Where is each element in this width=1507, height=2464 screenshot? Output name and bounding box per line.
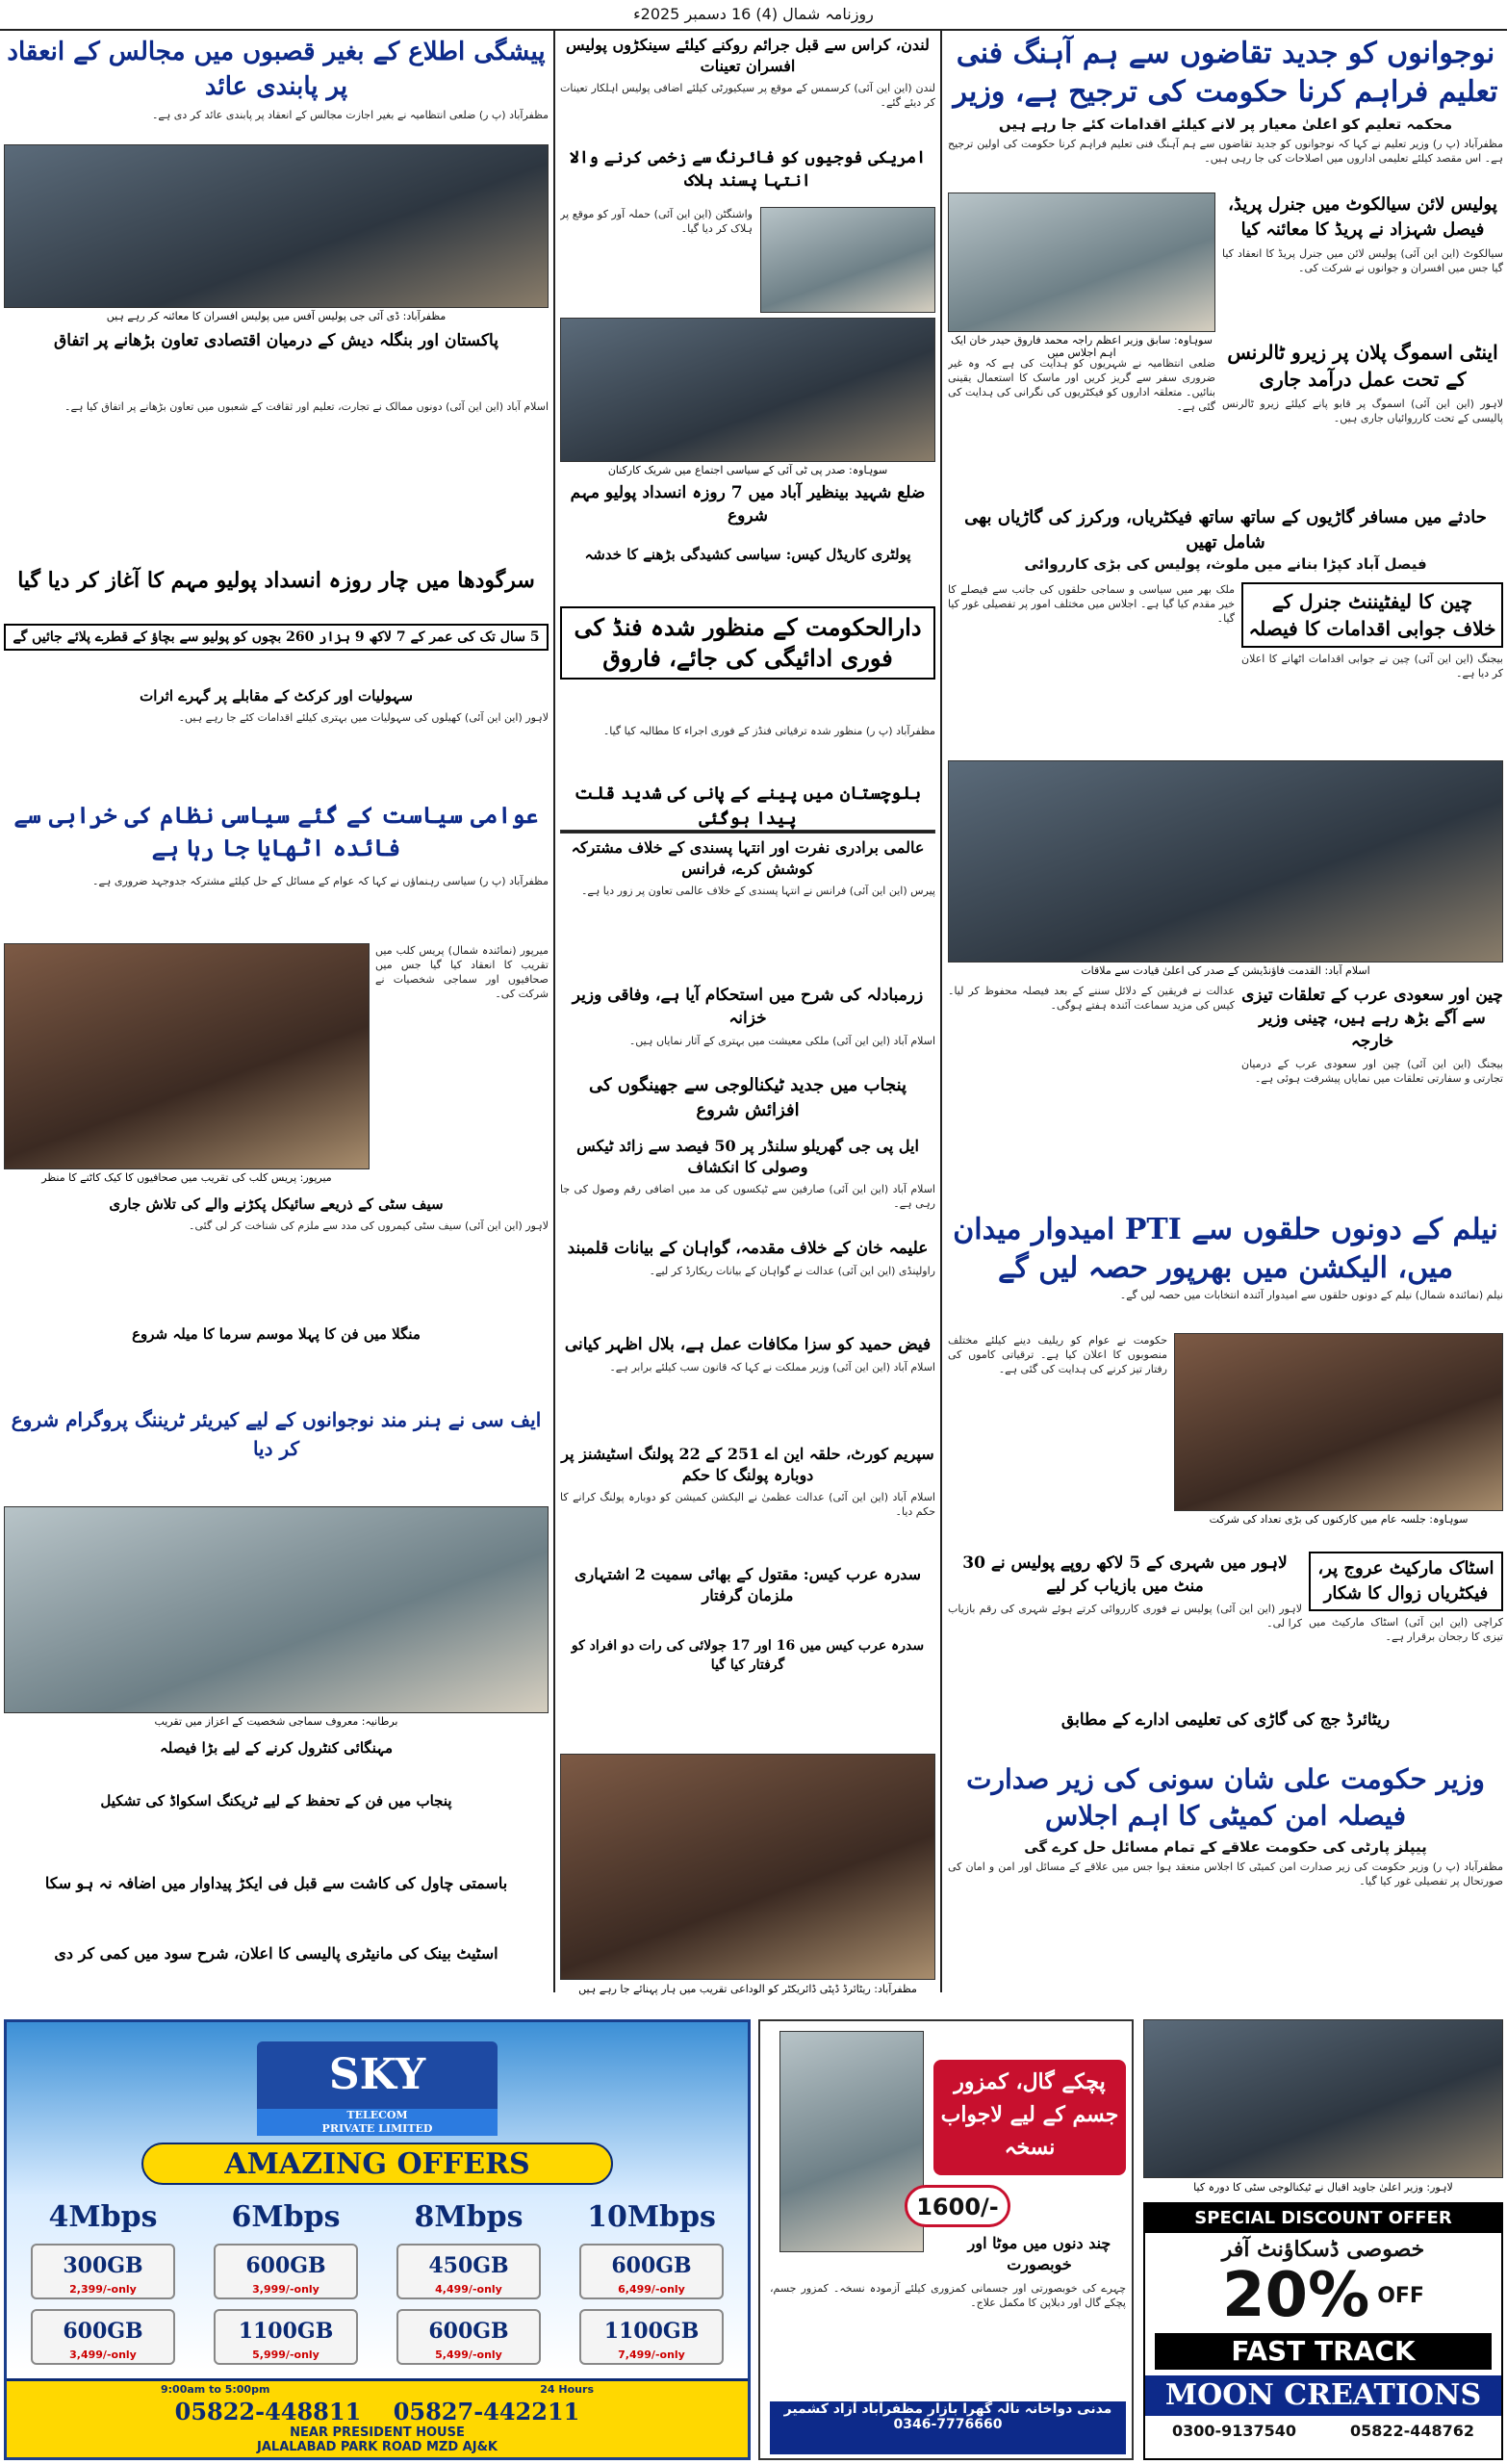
story-body-block [948,582,1235,756]
discount-percent: 20% [1222,2260,1370,2331]
story-fc-training [4,1405,549,1502]
news-photo [948,192,1215,332]
story-body-block [560,207,753,313]
story-body: مظفرآباد (پ ر) سیاسی رہنماؤں نے کہا کہ عوام کے مسائل کے حل کیلئے مشترکہ جدوجہد ضروری ہے۔ [92,875,549,887]
story-china-saudi [1241,984,1503,1205]
story-body: عدالت نے فریقین کے دلائل سننے کے بعد فیصلہ محفوظ کر لیا۔ کیس کی مزید سماعت آئندہ ہفتے ہوگی۔ [948,985,1235,1012]
story-majalis-ban [4,35,549,141]
package-data: 600GB [63,2319,143,2344]
headline: اسٹیٹ بینک کی مانیٹری پالیسی کا اعلان، شرح سود میں کمی کر دی [54,1944,498,1963]
story-smog [1222,339,1503,502]
package-card [396,2244,541,2299]
ad-headline: پچکے گال، کمزور جسم کے لیے لاجواب نسخہ [933,2060,1126,2175]
fast-track-banner: FAST TRACK [1155,2333,1492,2370]
story-mangla [4,1323,549,1400]
package-card [31,2244,175,2299]
speed-label: 10Mbps [587,2200,716,2234]
story-sargodha-polio [4,566,549,624]
story-aleema-khan [560,1237,935,1328]
photo-caption: برطانیہ: معروف سماجی شخصیت کے اعزاز میں تقریب [154,1715,398,1728]
story-cricket [4,685,549,796]
sky-contact-footer [7,2378,748,2457]
news-photo [1143,2019,1503,2178]
news-photo [760,207,935,313]
package-price: 5,999/-only [252,2348,319,2361]
package-data: 600GB [245,2253,326,2278]
story-body-block [4,399,549,563]
story-state-bank [4,1942,549,2015]
story-body: اسلام آباد (این این آئی) ملکی معیشت میں بہتری کے آثار نمایاں ہیں۔ [628,1035,935,1047]
ad-price: 1600/- [905,2185,1010,2227]
package-card [214,2309,358,2365]
phone-number: 05827-442211 [393,2398,580,2426]
headline: چین اور سعودی عرب کے تعلقات تیزی سے آگے بڑھ رہے ہیں، چینی وزیر خارجہ [1241,986,1503,1051]
story-london-police [560,35,935,145]
story-judge [948,1708,1503,1757]
headline: عالمی برادری نفرت اور انتہا پسندی کے خلاف مشترکہ کوشش کرے، فرانس [571,838,925,878]
column-divider [553,29,555,1992]
package-data: 450GB [428,2253,509,2278]
address-line: NEAR PRESIDENT HOUSE [290,2426,465,2440]
news-photo [4,144,549,308]
headline: فیض حمید کو سزا مکافات عمل ہے، بلال اظہر کیانی [564,1335,932,1354]
model-image [779,2031,924,2252]
package-card [579,2309,724,2365]
story-body: مظفرآباد (پ ر) وزیر تعلیم نے کہا کہ نوجوانوں کو جدید تقاضوں سے ہم آہنگ فنی تعلیم فراہم کرنا حکومت کی اولین ترجیح ہے۔ اس مقصد کیلئے تعلیمی اداروں میں اصلاحات کی جا رہی ہیں۔ [948,138,1503,165]
story-lahore-police [948,1552,1302,1706]
headline: سدرہ عرب کیس: مقتول کے بھائی سمیت 2 اشتہاری ملزمان گرفتار [574,1565,922,1604]
urdu-offer: خصوصی ڈسکاؤنٹ آفر [1221,2237,1425,2262]
story-body: میرپور (نمائندہ شمال) پریس کلب میں تقریب کا انعقاد کیا گیا جس میں صحافیوں اور سماجی شخصیات نے شرکت کی۔ [375,944,549,1000]
headline: پولٹری کاریڈل کیس: سیاسی کشیدگی بڑھنے کا خدشہ [584,546,911,563]
story-body: مظفرآباد (پ ر) منظور شدہ ترقیاتی فنڈز کے فوری اجراء کا مطالبہ کیا گیا۔ [602,725,935,737]
headline: مہنگائی کنٹرول کرنے کے لیے بڑا فیصلہ [159,1739,394,1757]
story-faiz-hameed [560,1333,935,1439]
package-price: 5,499/-only [435,2348,502,2361]
headline: سپریم کورٹ، حلقہ این اے 251 کے 22 پولنگ اسٹیشنز پر دوبارہ پولنگ کا حکم [561,1445,934,1484]
speed-label: 4Mbps [48,2200,158,2234]
story-lpg-tax [560,1136,935,1232]
story-safe-city [4,1194,549,1319]
story-stock-market [1309,1552,1503,1706]
story-body: پیرس (این این آئی) فرانس نے انتہا پسندی کے خلاف عالمی تعاون پر زور دیا ہے۔ [580,885,935,897]
headline: اسٹاک مارکیٹ عروج پر، فیکٹریاں زوال کا شکار [1309,1552,1503,1611]
speed-label: 6Mbps [231,2200,341,2234]
news-photo [4,943,370,1169]
story-body-block [375,943,549,1184]
story-balochistan-water [560,782,935,830]
story-sidra-arab [560,1564,935,1636]
address-line: JALALABAD PARK ROAD MZD AJ&K [257,2440,498,2454]
phone-number: 05822-448811 [174,2398,362,2426]
ad-body: چہرے کی خوبصورتی اور جسمانی کمزوری کیلئے آزمودہ نسخہ۔ کمزور جسم، پچکے گال اور دبلاپن کا مکمل علاج۔ [770,2282,1126,2309]
package-price: 6,499/-only [618,2283,685,2296]
story-poultry [560,544,935,606]
headline: دارالحکومت کے منظور شدہ فنڈ کی فوری ادائیگی کی جائے، فاروق [560,606,935,680]
news-photo [560,1754,935,1980]
story-body: لاہور (این این آئی) اسموگ پر قابو پانے کیلئے زیرو ٹالرنس پالیسی کے تحت کارروائیاں جاری ہیں۔ [1222,398,1503,424]
story-body: راولپنڈی (این این آئی) عدالت نے گواہان کے بیانات ریکارڈ کر لیے۔ [649,1265,935,1277]
story-body: اسلام آباد (این این آئی) صارفین سے ٹیکسوں کی مد میں اضافی رقم وصول کی جا رہی ہے۔ [560,1183,935,1210]
package-price: 4,499/-only [435,2283,502,2296]
subheadline: پیپلز پارٹی کی حکومت علاقے کے تمام مسائل حل کرے گی [948,1838,1503,1856]
sky-brand-sub: TELECOM [257,2109,498,2122]
headline: پنجاب میں جدید ٹیکنالوجی سے جھینگوں کی افزائش شروع [588,1075,907,1120]
photo-caption: اسلام آباد: القدمت فاؤنڈیشن کے صدر کی اعلیٰ قیادت سے ملاقات [1081,964,1370,977]
headline: نیلم کے دونوں حلقوں سے PTI امیدوار میدان میں، الیکشن میں بھرپور حصہ لیں گے [953,1213,1498,1285]
ad-footer [770,2401,1126,2454]
story-education [948,35,1503,189]
story-police-parade [1222,192,1503,327]
hours-label: 24 Hours [540,2383,594,2396]
story-na-251 [560,1444,935,1559]
headline: علیمہ خان کے خلاف مقدمہ، گواہان کے بیانات قلمبند [567,1239,929,1258]
package-data: 600GB [611,2253,692,2278]
story-body: بیجنگ (این این آئی) چین اور سعودی عرب کے درمیان تجارتی و سفارتی تعلقات میں نمایاں پیشرفت ہوئی ہے۔ [1241,1058,1503,1085]
headline: حادثے میں مسافر گاڑیوں کے ساتھ ساتھ فیکٹریاں، ورکرز کی گاڑیاں بھی شامل تھیں [964,507,1487,552]
news-photo [948,760,1503,962]
story-body: سیالکوٹ (این این آئی) پولیس لائن میں جنرل پریڈ کا انعقاد کیا گیا جس میں افسران و جوانوں نے شرکت کی۔ [1222,247,1503,274]
package-price: 2,399/-only [69,2283,137,2296]
story-peace-committee [948,1761,1503,2014]
headline: سرگودھا میں چار روزہ انسداد پولیو مہم کا آغاز کر دیا گیا [17,568,535,593]
divider-line [560,830,935,834]
story-punjab-squad [4,1790,549,1867]
story-pti-neelum [948,1211,1503,1326]
story-us-soldiers [560,146,935,204]
story-body-block [4,874,549,941]
photo-caption: سوہاوہ: سابق وزیر اعظم راجہ محمد فاروق حیدر خان ایک اہم اجلاس میں [950,334,1213,359]
story-body-block [948,984,1235,1205]
headline: پنجاب میں فن کے تحفظ کے لیے ٹریکنگ اسکواڈ کی تشکیل [100,1792,452,1810]
ad-footer-text: مدنی دواخانہ نالہ گھرا بازار مظفرآباد آزاد کشمیر [783,2401,1112,2417]
sky-telecom-ad [4,2019,751,2460]
story-france [560,837,935,914]
headline: امریکی فوجیوں کو فائرنگ سے زخمی کرنے والا انتہا پسند ہلاک [569,148,927,191]
ad-phone: 0346-7776660 [893,2417,1003,2432]
package-data: 600GB [428,2319,509,2344]
headline: پیشگی اطلاع کے بغیر قصبوں میں مجالس کے انعقاد پر پابندی عائد [7,38,546,101]
story-accident [948,505,1503,582]
headline: پولیس لائن سیالکوٹ میں جنرل پریڈ، فیصل شہزاد نے پریڈ کا معائنہ کیا [1228,194,1497,240]
story-body: حکومت نے عوام کو ریلیف دینے کیلئے مختلف منصوبوں کا اعلان کیا ہے۔ ترقیاتی کاموں کی رفتار تیز کرنے کی ہدایت کی گئی ہے۔ [948,1334,1167,1375]
story-body: واشنگٹن (این این آئی) حملہ آور کو موقع پر ہلاک کر دیا گیا۔ [560,208,753,235]
headline: سہولیات اور کرکٹ کے مقابلے پر گہرے اثرات [140,687,413,705]
story-political-system [4,799,549,871]
photo-caption: میرپور: پریس کلب کی تقریب میں صحافیوں کا کیک کاٹنے کا منظر [41,1171,332,1184]
sky-brand: SKY [328,2050,426,2099]
subheadline: محکمہ تعلیم کو اعلیٰ معیار پر لانے کیلئے اقدامات کئے جا رہے ہیں [948,116,1503,133]
story-polio-children [4,624,549,681]
package-card [396,2309,541,2365]
story-body: لاہور (این این آئی) پولیس نے فوری کارروائی کرتے ہوئے شہری کی رقم بازیاب کرا لی۔ [948,1603,1302,1630]
story-body: ضلعی انتظامیہ نے شہریوں کو ہدایت کی ہے کہ وہ غیر ضروری سفر سے گریز کریں اور ماسک کا استعمال یقینی بنائیں۔ متعلقہ اداروں کو فیکٹریوں کی نگرانی کی ہدایت کی گئی ہے۔ [948,357,1215,413]
story-body: لاہور (این این آئی) کھیلوں کی سہولیات میں بہتری کیلئے اقدامات کئے جا رہے ہیں۔ [178,711,549,724]
story-polio-sba [560,481,935,544]
story-body: مظفرآباد (پ ر) ضلعی انتظامیہ نے بغیر اجازت مجالس کے انعقاد پر پابندی عائد کر دی ہے۔ [151,109,549,121]
story-pak-bangladesh [4,329,549,397]
headline: عوامی سیاست کے گئے سیاسی نظام کی خرابی سے فائدہ اٹھایا جا رہا ہے [13,801,539,861]
amazing-offers-banner: AMAZING OFFERS [141,2143,613,2185]
headline: زرمبادلہ کی شرح میں استحکام آیا ہے، وفاقی وزیر خزانہ [572,986,924,1028]
package-card [31,2309,175,2365]
moon-creations-ad [1143,2202,1503,2460]
story-sidra-arab-2 [560,1636,935,1689]
story-body: لاہور (این این آئی) سیف سٹی کیمروں کی مدد سے ملزم کی شناخت کر لی گئی۔ [189,1219,549,1232]
story-inflation [4,1737,549,1790]
story-exchange-rate [560,984,935,1070]
story-body-block [560,724,935,780]
story-basmati [4,1872,549,1939]
headline: اینٹی اسموگ پلان پر زیرو ٹالرنس کے تحت عمل درآمد جاری [1227,341,1498,391]
story-body: بیجنگ (این این آئی) چین نے جوابی اقدامات اٹھانے کا اعلان کر دیا ہے۔ [1241,653,1503,680]
speed-label: 8Mbps [414,2200,524,2234]
story-body: اسلام آباد (این این آئی) عدالت عظمیٰ نے الیکشن کمیشن کو دوبارہ پولنگ کرانے کا حکم دیا۔ [560,1491,935,1518]
phone-number: 05822-448762 [1349,2422,1475,2440]
sky-logo [257,2041,498,2135]
story-body: ملک بھر میں سیاسی و سماجی حلقوں کی جانب سے فیصلے کا خیر مقدم کیا گیا ہے۔ اجلاس میں مختلف امور پر تفصیلی غور کیا گیا۔ [948,583,1235,625]
headline: ضلع شہید بینظیر آباد میں 7 روزہ انسداد پولیو مہم شروع [570,483,926,526]
package-price: 7,499/-only [618,2348,685,2361]
discount-banner: SPECIAL DISCOUNT OFFER [1145,2204,1501,2233]
news-photo [560,318,935,462]
package-card [579,2244,724,2299]
story-shrimp [560,1073,935,1136]
headline: ایف سی نے ہنر مند نوجوانوں کے لیے کیریئر ٹریننگ پروگرام شروع کر دیا [11,1408,542,1460]
story-body: مظفرآباد (پ ر) وزیر حکومت کی زیر صدارت امن کمیٹی کا اجلاس منعقد ہوا جس میں علاقے کے مسائل اور امن و امان کی صورتحال پر تفصیلی غور کیا گیا۔ [948,1861,1503,1887]
story-body-block [948,356,1215,500]
story-body-block [948,1333,1167,1540]
news-photo [1174,1333,1503,1511]
page-date-line: روزنامہ شمال (4) 16 دسمبر 2025ء [633,5,874,23]
headline: باسمتی چاول کی کاشت سے قبل فی ایکڑ پیداوار میں اضافہ نہ ہو سکا [44,1874,508,1892]
headline: چین کا لیفٹیننٹ جنرل کے خلاف جوابی اقدامات کا فیصلہ [1241,582,1503,648]
ad-tagline: چند دنوں میں موٹا اور خوبصورت [967,2234,1111,2273]
phone-number: 0300-9137540 [1171,2422,1297,2440]
masthead-rule [0,29,1507,31]
package-price: 3,999/-only [252,2283,319,2296]
headline: منگلا میں فن کا پہلا موسم سرما کا میلہ شروع [132,1325,421,1343]
headline: پاکستان اور بنگلہ دیش کے درمیان اقتصادی تعاون بڑھانے پر اتفاق [54,331,498,350]
story-body: اسلام آباد (این این آئی) دونوں ممالک نے تجارت، تعلیم اور ثقافت کے شعبوں میں تعاون بڑھانے پر اتفاق کیا ہے۔ [64,400,549,413]
discount-off: OFF [1377,2283,1424,2308]
hours-label: 9:00am to 5:00pm [161,2383,270,2396]
story-body: کراچی (این این آئی) اسٹاک مارکیٹ میں تیزی کا رجحان برقرار ہے۔ [1309,1616,1503,1643]
headline: ریٹائرڈ جج کی گاڑی کی تعلیمی ادارے کے مطابق [1060,1710,1391,1730]
medicine-ad [758,2019,1134,2460]
headline: سدرہ عرب کیس میں 16 اور 17 جولائی کی رات دو افراد کو گرفتار کیا گیا [571,1638,925,1673]
package-data: 1100GB [603,2319,700,2344]
story-body: اسلام آباد (این این آئی) وزیر مملکت نے کہا کہ قانون سب کیلئے برابر ہے۔ [609,1361,935,1373]
headline: ایل پی جی گھریلو سلنڈر پر 50 فیصد سے زائد ٹیکس وصولی کا انکشاف [576,1137,919,1176]
story-farooq [560,606,935,722]
package-price: 3,499/-only [69,2348,137,2361]
photo-caption: سوہاوہ: صدر پی ٹی آئی کے سیاسی اجتماع میں شریک کارکنان [607,464,888,476]
headline: بلوچستان میں پینے کے پانی کی شدید قلت پیدا ہوگئی [574,783,922,829]
photo-caption: سوہاوہ: جلسہ عام میں کارکنوں کی بڑی تعداد کی شرکت [1209,1513,1469,1526]
subheadline: فیصل آباد کپڑا بنانے میں ملوث، پولیس کی بڑی کارروائی [948,555,1503,573]
photo-caption: لاہور: وزیر اعلیٰ جاوید اقبال نے ٹیکنالوجی سٹی کا دورہ کیا [1193,2181,1453,2194]
headline: وزیر حکومت علی شان سونی کی زیر صدارت فیصلہ امن کمیٹی کا اہم اجلاس [966,1763,1485,1832]
photo-caption: مظفرآباد: ڈی آئی جی پولیس آفس میں پولیس افسران کا معائنہ کر رہے ہیں [106,310,447,322]
news-photo [4,1506,549,1713]
headline: نوجوانوں کو جدید تقاضوں سے ہم آہنگ فنی تعلیم فراہم کرنا حکومت کی ترجیح ہے، وزیر [953,37,1498,109]
column-divider [940,29,942,1992]
brand-name: MOON CREATIONS [1145,2375,1501,2416]
headline: 5 سال تک کی عمر کے 7 لاکھ 9 ہزار 260 بچوں کو پولیو سے بچاؤ کے قطرے پلائے جائیں گے [4,624,549,651]
photo-caption: مظفرآباد: ریٹائرڈ ڈپٹی ڈائریکٹر کو الوداعی تقریب میں ہار پہنائے جا رہے ہیں [578,1983,917,1995]
sky-brand-tag: PRIVATE LIMITED [257,2122,498,2136]
story-body: لندن (این این آئی) کرسمس کے موقع پر سیکیورٹی کیلئے اضافی پولیس اہلکار تعینات کر دیئے گئے۔ [560,82,935,109]
package-data: 1100GB [238,2319,334,2344]
headline: لندن، کراس سے قبل جرائم روکنے کیلئے سینکڑوں پولیس افسران تعینات [566,36,930,75]
headline: سیف سٹی کے ذریعے سائیکل پکڑنے والے کی تلاش جاری [109,1195,444,1213]
story-china [1241,582,1503,756]
package-data: 300GB [63,2253,143,2278]
package-card [214,2244,358,2299]
headline: لاہور میں شہری کے 5 لاکھ روپے پولیس نے 30 منٹ میں بازیاب کر لیے [962,1553,1288,1596]
story-body: نیلم (نمائندہ شمال) نیلم کے دونوں حلقوں سے امیدوار آئندہ انتخابات میں حصہ لیں گے۔ [1119,1289,1503,1301]
